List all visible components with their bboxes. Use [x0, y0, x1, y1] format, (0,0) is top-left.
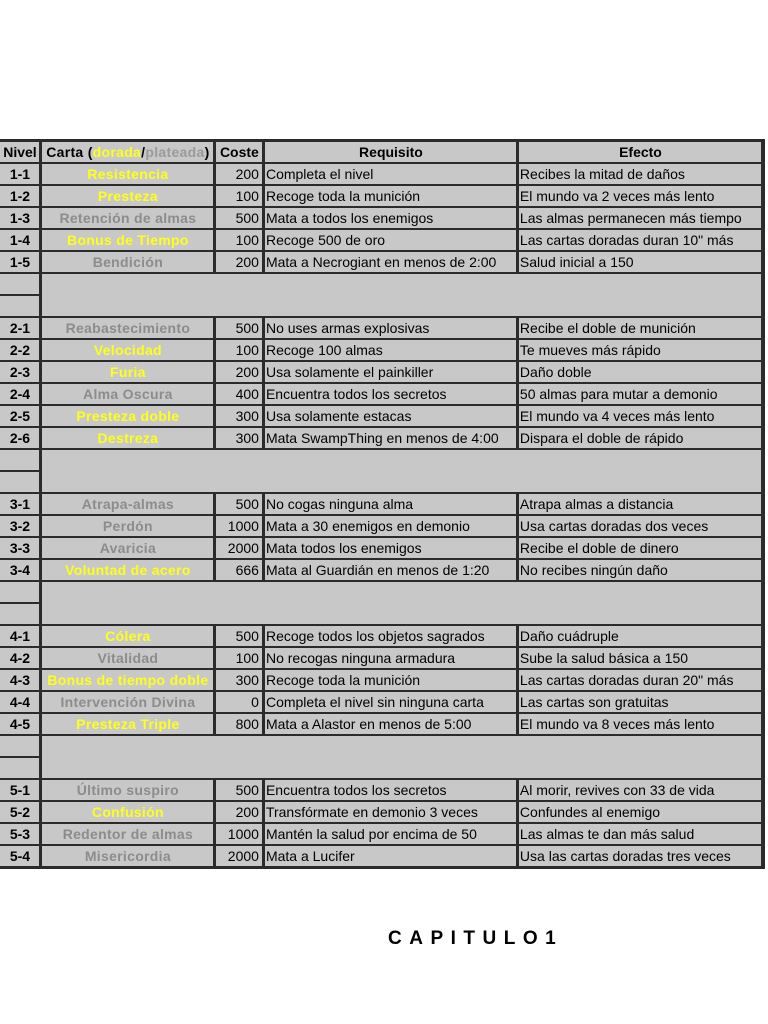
- level-cell: 1-2: [0, 185, 41, 207]
- requirement-cell: No cogas ninguna alma: [264, 493, 518, 515]
- separator-band: [41, 581, 763, 625]
- card-name-cell: Bonus de tiempo doble: [41, 669, 215, 691]
- table-row: [0, 229, 763, 251]
- table-row: [0, 427, 763, 449]
- header-coste: Coste: [215, 141, 264, 163]
- level-cell: 4-2: [0, 647, 41, 669]
- cost-cell: 0: [215, 691, 264, 713]
- cost-cell: 666: [215, 559, 264, 581]
- cost-cell: 1000: [215, 515, 264, 537]
- effect-cell: Recibes la mitad de daños: [518, 163, 763, 185]
- requirement-cell: Mata a Lucifer: [264, 845, 518, 867]
- separator-cell: [0, 273, 41, 295]
- table-row: [0, 625, 763, 647]
- effect-cell: Sube la salud básica a 150: [518, 647, 763, 669]
- cost-cell: 500: [215, 207, 264, 229]
- requirement-cell: Transfórmate en demonio 3 veces: [264, 801, 518, 823]
- effect-cell: Dispara el doble de rápido: [518, 427, 763, 449]
- table-row: [0, 405, 763, 427]
- requirement-cell: Mata a Alastor en menos de 5:00: [264, 713, 518, 735]
- level-cell: 2-5: [0, 405, 41, 427]
- effect-cell: El mundo va 8 veces más lento: [518, 713, 763, 735]
- cost-cell: 400: [215, 383, 264, 405]
- header-nivel: Nivel: [0, 141, 41, 163]
- level-cell: 3-3: [0, 537, 41, 559]
- cost-cell: 2000: [215, 845, 264, 867]
- effect-cell: Te mueves más rápido: [518, 339, 763, 361]
- header-carta-post: ): [204, 144, 210, 160]
- effect-cell: Confundes al enemigo: [518, 801, 763, 823]
- level-cell: 2-2: [0, 339, 41, 361]
- effect-cell: Las almas permanecen más tiempo: [518, 207, 763, 229]
- level-cell: 4-3: [0, 669, 41, 691]
- separator-cell: [0, 295, 41, 317]
- header-plateada: plateada: [145, 144, 205, 160]
- card-name-cell: Último suspiro: [41, 779, 215, 801]
- effect-cell: Las cartas son gratuitas: [518, 691, 763, 713]
- header-efecto: Efecto: [518, 141, 763, 163]
- level-cell: 1-5: [0, 251, 41, 273]
- cost-cell: 2000: [215, 537, 264, 559]
- effect-cell: Daño doble: [518, 361, 763, 383]
- cards-table: [0, 139, 765, 869]
- cost-cell: 200: [215, 361, 264, 383]
- effect-cell: Usa las cartas doradas tres veces: [518, 845, 763, 867]
- table-row: [0, 185, 763, 207]
- cost-cell: 500: [215, 317, 264, 339]
- table-row: [0, 823, 763, 845]
- table-row: [0, 691, 763, 713]
- chapter-caption: CAPITULO1: [388, 928, 564, 949]
- effect-cell: Usa cartas doradas dos veces: [518, 515, 763, 537]
- table-row: [0, 669, 763, 691]
- table-row: [0, 317, 763, 339]
- level-cell: 5-4: [0, 845, 41, 867]
- level-cell: 3-2: [0, 515, 41, 537]
- cost-cell: 300: [215, 669, 264, 691]
- card-name-cell: Alma Oscura: [41, 383, 215, 405]
- requirement-cell: Recoge toda la munición: [264, 185, 518, 207]
- card-name-cell: Atrapa-almas: [41, 493, 215, 515]
- level-cell: 2-6: [0, 427, 41, 449]
- header-carta-pre: Carta (: [46, 144, 93, 160]
- requirement-cell: Mata todos los enemigos: [264, 537, 518, 559]
- card-name-cell: Bendición: [41, 251, 215, 273]
- table-row: [0, 361, 763, 383]
- level-cell: 3-4: [0, 559, 41, 581]
- effect-cell: Las cartas doradas duran 10" más: [518, 229, 763, 251]
- level-cell: 5-2: [0, 801, 41, 823]
- effect-cell: Las almas te dan más salud: [518, 823, 763, 845]
- cost-cell: 300: [215, 405, 264, 427]
- table-row: [0, 383, 763, 405]
- separator-band: [41, 273, 763, 317]
- requirement-cell: No recogas ninguna armadura: [264, 647, 518, 669]
- requirement-cell: Completa el nivel sin ninguna carta: [264, 691, 518, 713]
- header-carta: [41, 141, 215, 163]
- level-cell: 1-1: [0, 163, 41, 185]
- separator-band: [41, 735, 763, 779]
- separator-cell: [0, 449, 41, 471]
- card-name-cell: Bonus de Tiempo: [41, 229, 215, 251]
- effect-cell: Las cartas doradas duran 20" más: [518, 669, 763, 691]
- cost-cell: 100: [215, 647, 264, 669]
- cost-cell: 500: [215, 779, 264, 801]
- effect-cell: El mundo va 2 veces más lento: [518, 185, 763, 207]
- effect-cell: 50 almas para mutar a demonio: [518, 383, 763, 405]
- level-cell: 1-3: [0, 207, 41, 229]
- card-name-cell: Presteza: [41, 185, 215, 207]
- header-slash: /: [141, 144, 146, 160]
- cost-cell: 300: [215, 427, 264, 449]
- requirement-cell: Usa solamente estacas: [264, 405, 518, 427]
- table-row: [0, 845, 763, 867]
- separator-cell: [0, 603, 41, 625]
- card-name-cell: Retención de almas: [41, 207, 215, 229]
- cost-cell: 500: [215, 625, 264, 647]
- table-row: [0, 713, 763, 735]
- level-cell: 2-3: [0, 361, 41, 383]
- cost-cell: 100: [215, 229, 264, 251]
- separator-row: [0, 735, 763, 757]
- card-name-cell: Velocidad: [41, 339, 215, 361]
- level-cell: 4-5: [0, 713, 41, 735]
- requirement-cell: Recoge todos los objetos sagrados: [264, 625, 518, 647]
- requirement-cell: Mata a 30 enemigos en demonio: [264, 515, 518, 537]
- card-name-cell: Redentor de almas: [41, 823, 215, 845]
- card-name-cell: Voluntad de acero: [41, 559, 215, 581]
- cost-cell: 800: [215, 713, 264, 735]
- header-row: [0, 141, 763, 163]
- separator-row: [0, 581, 763, 603]
- requirement-cell: Mata a Necrogiant en menos de 2:00: [264, 251, 518, 273]
- level-cell: 1-4: [0, 229, 41, 251]
- requirement-cell: Completa el nivel: [264, 163, 518, 185]
- table-row: [0, 339, 763, 361]
- requirement-cell: Recoge toda la munición: [264, 669, 518, 691]
- table-row: [0, 801, 763, 823]
- cost-cell: 200: [215, 801, 264, 823]
- table-body: [0, 163, 763, 867]
- level-cell: 3-1: [0, 493, 41, 515]
- card-name-cell: Destreza: [41, 427, 215, 449]
- separator-row: [0, 273, 763, 295]
- card-name-cell: Confusión: [41, 801, 215, 823]
- cost-cell: 100: [215, 339, 264, 361]
- table-row: [0, 515, 763, 537]
- requirement-cell: Mata al Guardián en menos de 1:20: [264, 559, 518, 581]
- effect-cell: Recibe el doble de munición: [518, 317, 763, 339]
- cost-cell: 200: [215, 163, 264, 185]
- separator-cell: [0, 735, 41, 757]
- cost-cell: 500: [215, 493, 264, 515]
- cost-cell: 1000: [215, 823, 264, 845]
- level-cell: 5-1: [0, 779, 41, 801]
- card-name-cell: Reabastecimiento: [41, 317, 215, 339]
- card-name-cell: Furia: [41, 361, 215, 383]
- requirement-cell: Mata SwampThing en menos de 4:00: [264, 427, 518, 449]
- table-row: [0, 647, 763, 669]
- cost-cell: 200: [215, 251, 264, 273]
- table-row: [0, 251, 763, 273]
- card-name-cell: Vitalidad: [41, 647, 215, 669]
- effect-cell: No recibes ningún daño: [518, 559, 763, 581]
- separator-cell: [0, 757, 41, 779]
- table-row: [0, 163, 763, 185]
- effect-cell: Al morir, revives con 33 de vida: [518, 779, 763, 801]
- table-row: [0, 559, 763, 581]
- requirement-cell: Mantén la salud por encima de 50: [264, 823, 518, 845]
- card-name-cell: Presteza Triple: [41, 713, 215, 735]
- table-row: [0, 537, 763, 559]
- separator-cell: [0, 581, 41, 603]
- card-name-cell: Intervención Divina: [41, 691, 215, 713]
- card-name-cell: Cólera: [41, 625, 215, 647]
- cost-cell: 100: [215, 185, 264, 207]
- card-name-cell: Resistencia: [41, 163, 215, 185]
- requirement-cell: Mata a todos los enemigos: [264, 207, 518, 229]
- level-cell: 2-1: [0, 317, 41, 339]
- header-dorada: dorada: [92, 144, 142, 160]
- requirement-cell: Encuentra todos los secretos: [264, 383, 518, 405]
- table-row: [0, 493, 763, 515]
- separator-cell: [0, 471, 41, 493]
- separator-band: [41, 449, 763, 493]
- level-cell: 4-1: [0, 625, 41, 647]
- card-name-cell: Perdón: [41, 515, 215, 537]
- separator-row: [0, 449, 763, 471]
- card-name-cell: Avaricia: [41, 537, 215, 559]
- level-cell: 4-4: [0, 691, 41, 713]
- effect-cell: Atrapa almas a distancia: [518, 493, 763, 515]
- requirement-cell: Usa solamente el painkiller: [264, 361, 518, 383]
- requirement-cell: Recoge 500 de oro: [264, 229, 518, 251]
- effect-cell: Salud inicial a 150: [518, 251, 763, 273]
- requirement-cell: No uses armas explosivas: [264, 317, 518, 339]
- requirement-cell: Encuentra todos los secretos: [264, 779, 518, 801]
- card-name-cell: Presteza doble: [41, 405, 215, 427]
- header-requisito: Requisito: [264, 141, 518, 163]
- effect-cell: El mundo va 4 veces más lento: [518, 405, 763, 427]
- card-name-cell: Misericordia: [41, 845, 215, 867]
- requirement-cell: Recoge 100 almas: [264, 339, 518, 361]
- effect-cell: Recibe el doble de dinero: [518, 537, 763, 559]
- level-cell: 2-4: [0, 383, 41, 405]
- table-row: [0, 207, 763, 229]
- effect-cell: Daño cuádruple: [518, 625, 763, 647]
- table-row: [0, 779, 763, 801]
- level-cell: 5-3: [0, 823, 41, 845]
